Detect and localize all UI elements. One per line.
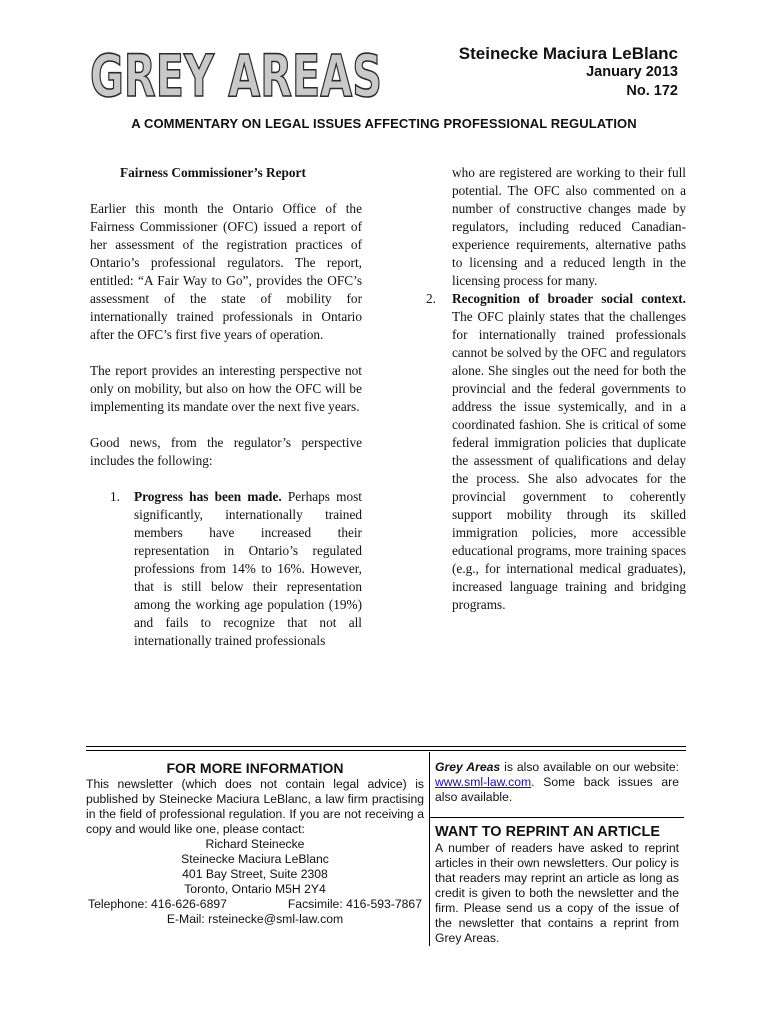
contact-name: Richard Steinecke [205,837,305,851]
more-information-heading: FOR MORE INFORMATION [166,760,344,776]
list-item-lead: Recognition of broader social context. [452,291,686,306]
availability-brand: Grey Areas [435,760,501,774]
contact-address-line1: 401 Bay Street, Suite 2308 [182,867,328,881]
article-paragraph: The report provides an interesting perspective not only on mobility, but also on how the OFC will be implementing its mandate over the next five years. [90,363,362,414]
website-link[interactable]: www.sml-law.com [435,775,532,789]
contact-phone-fax-row [86,897,424,912]
article-paragraph: Good news, from the regulator’s perspective includes the following: [90,435,362,468]
list-item-text: Perhaps most significantly, internationally trained members have increased their representation in Ontario’s regulated professions from 14% to 16%. However, that is still below their representation among the working age population (19%) and fails to recognize that not all internationally trained professionals [134,489,363,648]
article-paragraph: Earlier this month the Ontario Office of the Fairness Commissioner (OFC) issued a report of her assessment of the registration practices of Ontario’s professional regulators. The report, entitled: “A Fair Way to Go”, provides the OFC’s assessment of the state of mobility for internationally trained professionals in Ontario after the OFC’s first five years of operation. [90,201,362,342]
more-information-body: This newsletter (which does not contain legal advice) is published by Steinecke Maciura LeBlanc, a law firm practising in the field of professional regulation. If you are not receiving a copy and would like one, please contact: [86,777,424,836]
issue-date: January 2013 [586,64,678,80]
article-title: Fairness Commissioner’s Report [120,165,306,180]
list-item-number: 2. [426,291,436,306]
grey-areas-logo [86,40,386,110]
list-item [424,290,686,614]
points-list [424,290,686,614]
firm-name: Steinecke Maciura LeBlanc [458,44,678,63]
contact-firm: Steinecke Maciura LeBlanc [181,852,329,866]
availability-text: is also available on our website: [500,760,679,774]
points-list [90,488,362,650]
list-item [90,488,362,650]
article-column-left [90,164,362,650]
contact-telephone: Telephone: 416-626-6897 [88,897,227,911]
more-information-box [86,760,424,927]
availability-text: . Some back issues are also available. [435,775,679,804]
publication-info [459,44,678,101]
list-item-lead: Progress has been made. [134,489,282,504]
article-column-right [424,164,686,614]
list-item-number: 1. [110,489,120,504]
footer-divider [86,750,686,751]
footer-right-column [435,760,679,946]
logo-text: GREY AREAS [90,42,382,110]
availability-note [435,760,679,805]
newsletter-subtitle: A COMMENTARY ON LEGAL ISSUES AFFECTING PROFESSIONAL REGULATION [131,116,637,131]
list-item-continuation: who are registered are working to their full potential. The OFC also commented on a number of constructive changes made by regulators, including reduced Canadian-experience requirements, alternative paths to licensing and a reduced length in the licensing process for many. [452,165,686,288]
list-item-text: The OFC plainly states that the challenges for internationally trained professionals cannot be solved by the OFC and regulators alone. She singles out the need for both the provincial and the federal governments to address the issue systemically, and in a coordinated fashion. She is critical of some federal immigration policies that duplicate the assessment of qualifications and delay the process. She also advocates for the provincial government to coherently support mobility through its skilled immigration policies, more accessible educational programs, more training spaces (e.g., for international medical graduates), increased language training and bridging programs. [452,309,686,612]
issue-number: No. 172 [626,83,678,99]
footer-column-divider [429,752,430,946]
contact-address-line2: Toronto, Ontario M5H 2Y4 [184,882,326,896]
footer-right-divider [430,817,684,818]
reprint-heading: WANT TO REPRINT AN ARTICLE [435,824,661,840]
footer-divider [86,746,686,747]
contact-email: E-Mail: rsteinecke@sml-law.com [166,912,344,926]
contact-facsimile: Facsimile: 416-593-7867 [287,897,422,911]
reprint-body: A number of readers have asked to reprint articles in their own newsletters. Our policy is that readers may reprint an article as long as credit is given to both the newsletter and the firm. Please send us a copy of the issue of the newsletter that contains a reprint from Grey Areas. [435,841,679,945]
